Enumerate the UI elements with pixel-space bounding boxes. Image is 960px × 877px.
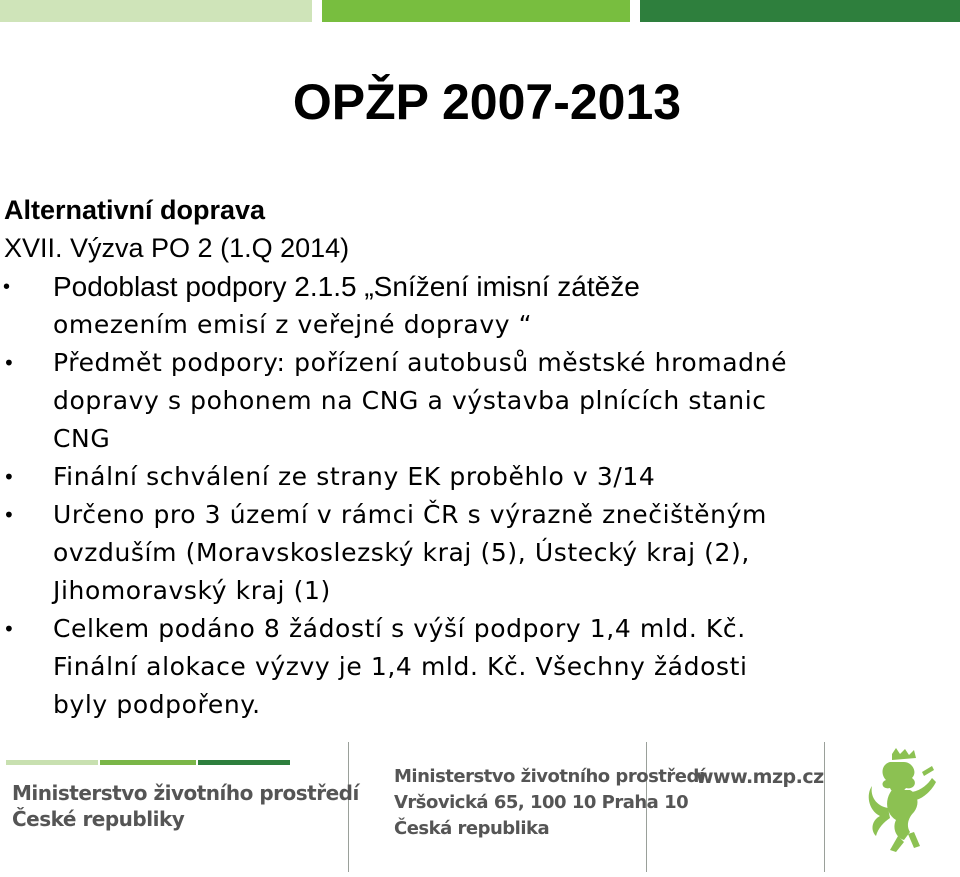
bullet-line: CNG [53, 424, 111, 453]
footer-divider [824, 742, 825, 872]
bullet-line: Předmět podpory: pořízení autobusů městské hromadné [53, 348, 788, 377]
bullet-item [0, 344, 960, 458]
bullet-line: omezením emisí z veřejné dopravy “ [53, 310, 533, 339]
address-block [394, 764, 705, 842]
bullet-line: Celkem podáno 8 žádostí s výší podpory 1,4 mld. Kč. [53, 614, 746, 643]
bullet-item [0, 610, 960, 724]
bullet-list [0, 268, 960, 724]
address-street: Vršovická 65, 100 10 Praha 10 [394, 792, 689, 813]
footer-line-dark [198, 760, 290, 765]
call-label: XVII. Výzva PO 2 (1.Q 2014) [4, 233, 350, 263]
bullet-item [0, 496, 960, 610]
czech-lion-emblem-icon [862, 748, 948, 860]
bullet-dot-icon: • [3, 465, 16, 489]
top-bar-light [0, 0, 312, 22]
address-name: Ministerstvo životního prostředí [394, 766, 705, 787]
bullet-continuation [0, 306, 960, 344]
bullet-line: ovzduším (Moravskoslezský kraj (5), Ústecký kraj (2), [53, 538, 750, 567]
slide-title: OPŽP 2007-2013 [292, 74, 682, 130]
footer-line-mid [100, 760, 196, 765]
ministry-logo-text [12, 780, 359, 832]
bullet-line: Určeno pro 3 území v rámci ČR s výrazně znečištěným [53, 500, 767, 529]
top-bar-mid [322, 0, 630, 22]
bullet-line: Finální schválení ze strany EK proběhlo v 3/14 [53, 462, 656, 491]
footer-line-light [6, 760, 98, 765]
top-bar-dark [640, 0, 960, 22]
bullet-dot-icon: • [3, 617, 16, 641]
bullet-line: Finální alokace výzvy je 1,4 mld. Kč. Všechny žádosti [53, 652, 748, 681]
bullet-item [0, 268, 960, 306]
bullet-line: Podoblast podpory 2.1.5 „Snížení imisní zátěže [53, 271, 640, 302]
ministry-country: České republiky [12, 807, 185, 831]
bullet-dot-icon: • [3, 276, 11, 298]
bullet-line: byly podpořeny. [53, 690, 261, 719]
bullet-line: Jihomoravský kraj (1) [53, 576, 331, 605]
bullet-dot-icon: • [3, 351, 16, 375]
website-link[interactable]: www.mzp.cz [696, 766, 824, 788]
bullet-item [0, 458, 960, 496]
ministry-name: Ministerstvo životního prostředí [12, 781, 359, 805]
address-country: Česká republika [394, 818, 550, 839]
bullet-dot-icon: • [3, 503, 16, 527]
section-heading: Alternativní doprava [4, 195, 266, 225]
bullet-line: dopravy s pohonem na CNG a výstavba plnících stanic [53, 386, 767, 415]
